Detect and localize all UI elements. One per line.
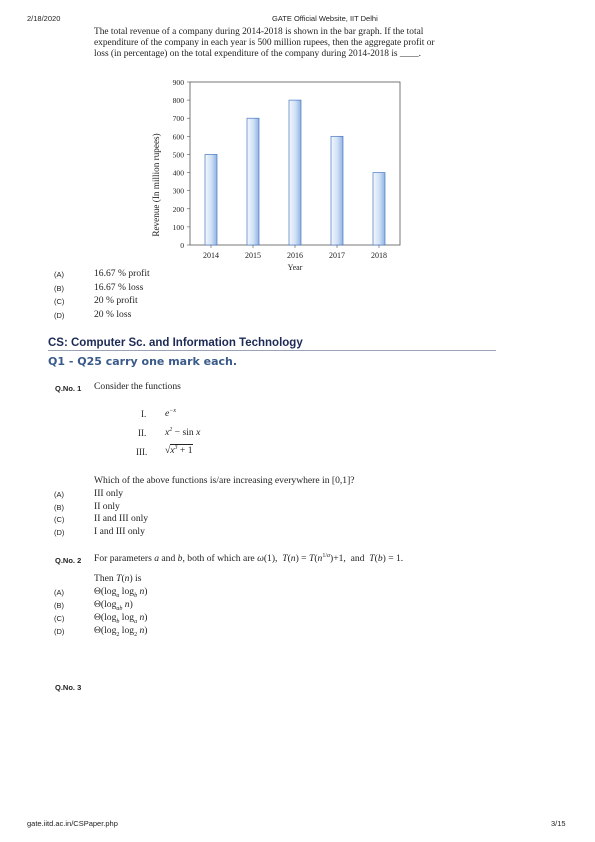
revenue-bar-chart xyxy=(140,72,410,277)
bar-2015 xyxy=(247,118,259,245)
option-d-expr: $\Theta(\log_2$ $\log_2 n$) xyxy=(94,625,148,638)
bar-2016 xyxy=(289,100,301,245)
question-intro: The total revenue of a company during 2014-2018 is shown in the bar graph. If the total expenditure of the company in each year is 500 million rupees, then the aggregate profit or loss (in percentage) on the total expenditure of the company during 2014-2018 is ____. xyxy=(94,27,435,60)
option-a-expr: $\Theta(\log_a$ $\log_b n$) xyxy=(94,586,148,599)
q2-number: Q.No. 2 xyxy=(55,556,82,565)
x-axis-label: Year xyxy=(287,263,303,272)
q2-then: Then T(n) is xyxy=(94,573,142,584)
section-subtitle: Q1 - Q25 carry one mark each. xyxy=(48,355,238,368)
q1-number: Q.No. 1 xyxy=(55,384,82,393)
x-tick-label-2015: 2015 xyxy=(245,251,261,260)
y-tick-label: 800 xyxy=(172,96,184,106)
site-title: GATE Official Website, IIT Delhi xyxy=(272,14,378,23)
y-tick-label: 600 xyxy=(172,132,184,142)
q1-item-1-expr: $e^{-x}$ xyxy=(165,408,176,420)
y-tick-label: 200 xyxy=(172,204,184,214)
x-tick-label-2017: 2017 xyxy=(329,251,345,260)
q1-item-2-expr: $x^2 - \sin x$ xyxy=(165,427,201,439)
y-axis-label: Revenue (In million rupees) xyxy=(151,133,161,237)
page-number: 3/15 xyxy=(551,819,566,828)
q1-item-3-num: III. xyxy=(136,447,148,457)
y-tick-label: 500 xyxy=(172,150,184,160)
q1-ask: Which of the above functions is/are increasing everywhere in [0,1]? xyxy=(94,475,355,486)
y-tick-label: 400 xyxy=(172,168,184,178)
option-c-expr: $\Theta(\log_b$ $\log_a n$) xyxy=(94,612,148,625)
print-date: 2/18/2020 xyxy=(27,14,61,23)
bar-2018 xyxy=(373,173,385,245)
q3-number: Q.No. 3 xyxy=(55,683,82,692)
option-b-expr: $\Theta(\log_{ab}$ n) xyxy=(94,599,133,612)
q1-item-2-num: II. xyxy=(138,428,147,438)
plot-area xyxy=(173,78,400,260)
y-tick-label: 300 xyxy=(172,186,184,196)
q2-stem: For parameters a and b, both of which are ω(1), $T(n) = T(n^{1/a})+1$, and T(b) = 1. xyxy=(94,553,404,565)
y-tick-label: 0 xyxy=(180,241,184,250)
section-divider xyxy=(48,350,496,351)
x-tick-label-2014: 2014 xyxy=(203,251,219,260)
section-title: CS: Computer Sc. and Information Technology xyxy=(48,337,303,349)
q1-item-1-num: I. xyxy=(141,409,147,419)
footer-url[interactable]: gate.iitd.ac.in/CSPaper.php xyxy=(27,819,118,828)
q1-item-3-expr: $√x^3 + 1$ xyxy=(165,445,193,457)
bar-2014 xyxy=(205,154,217,245)
y-tick-label: 700 xyxy=(172,114,184,124)
y-tick-label: 900 xyxy=(172,78,184,87)
q1-stem: Consider the functions xyxy=(94,381,181,392)
x-tick-label-2016: 2016 xyxy=(287,251,303,260)
bar-2017 xyxy=(331,136,343,245)
y-tick-label: 100 xyxy=(172,222,184,232)
x-tick-label-2018: 2018 xyxy=(371,251,387,260)
